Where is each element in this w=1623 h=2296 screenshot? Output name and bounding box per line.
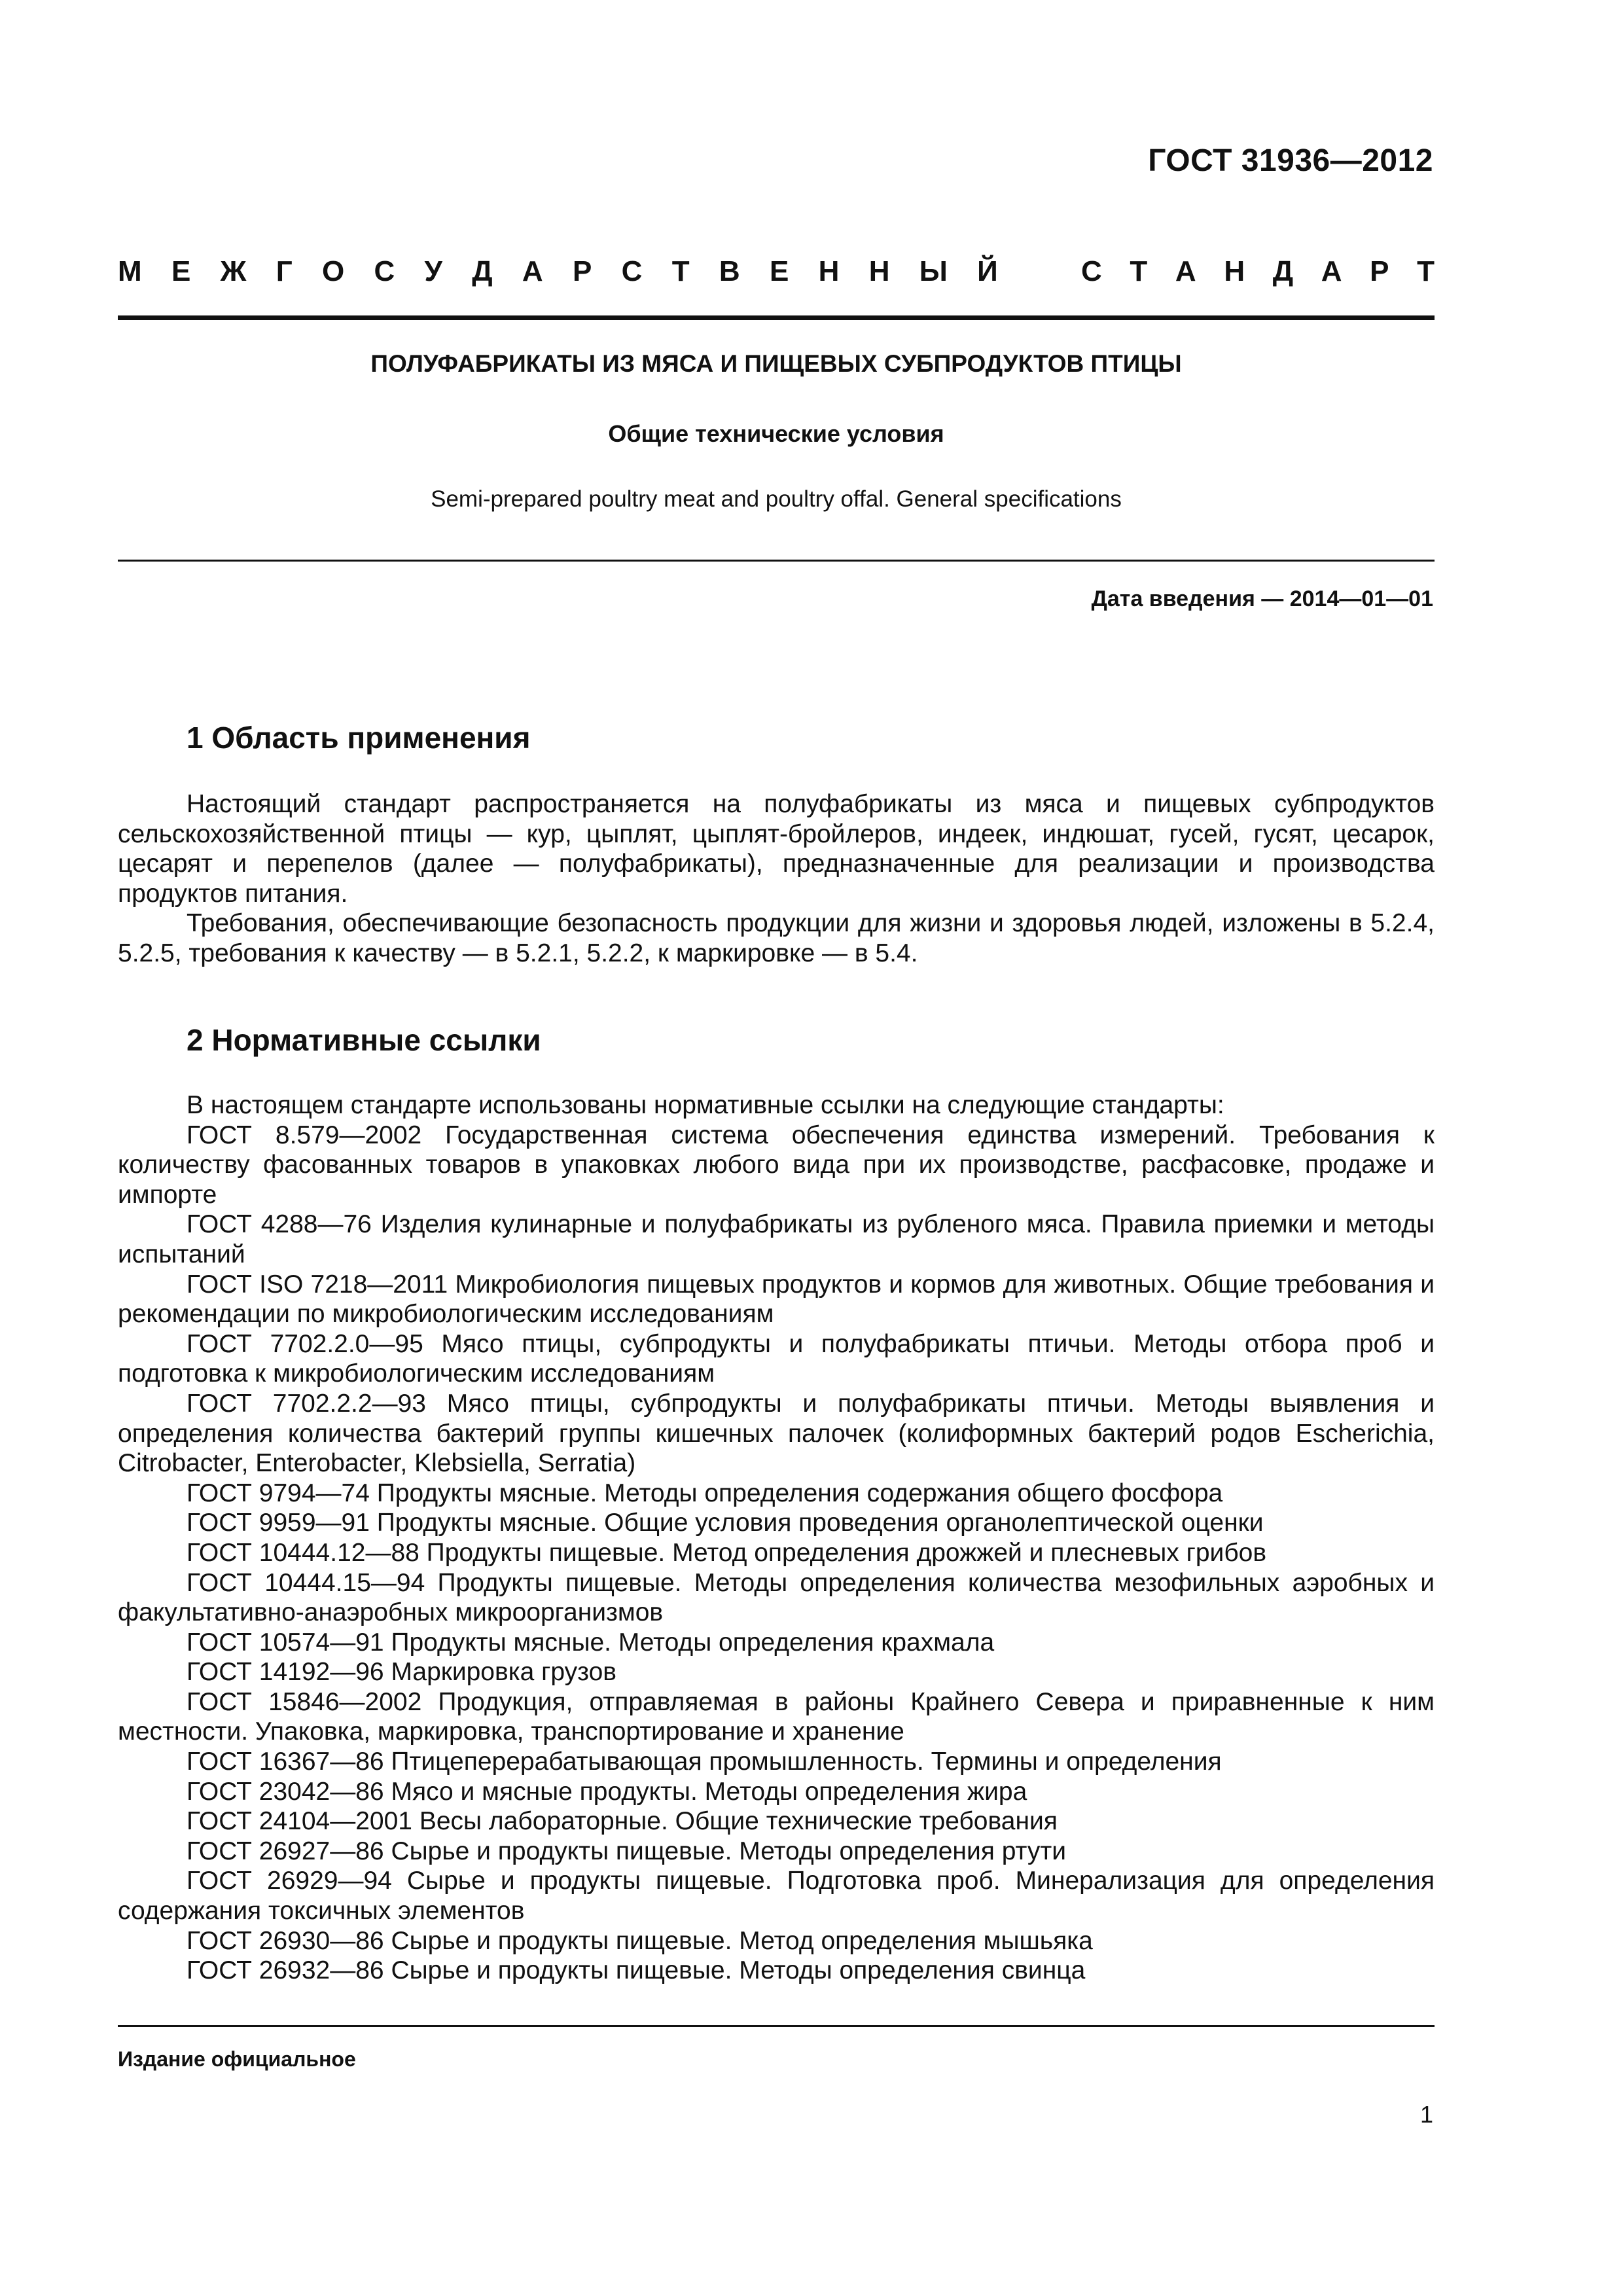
banner-letter: Й [977, 255, 998, 287]
banner-letter: А [1321, 255, 1342, 287]
section-body-normative-references [118, 1090, 1435, 1986]
banner-letter: Е [171, 255, 191, 287]
banner-letter: А [522, 255, 543, 287]
reference-item: ГОСТ 9794—74 Продукты мясные. Методы определения содержания общего фосфора [187, 1479, 1223, 1507]
reference-item: ГОСТ 26930—86 Сырье и продукты пищевые. Метод определения мышьяка [187, 1926, 1093, 1955]
banner-letter: С [1081, 255, 1102, 287]
banner-letter: Р [1370, 255, 1389, 287]
reference-item: ГОСТ 9959—91 Продукты мясные. Общие условия проведения органолептической оценки [187, 1509, 1264, 1537]
banner-letter: Г [276, 255, 293, 287]
section-heading-normative-references: 2 Нормативные ссылки [187, 1023, 541, 1057]
section-heading-scope: 1 Область применения [187, 721, 531, 755]
banner-letter: М [118, 255, 142, 287]
reference-item: ГОСТ 15846—2002 Продукция, отправляемая в районы Крайнего Севера и приравненные к ним местности. Упаковка, маркировка, транспортирование и хранение [118, 1687, 1435, 1746]
banner-letter: Ы [919, 255, 948, 287]
paragraph: Требования, обеспечивающие безопасность продукции для жизни и здоровья людей, изложены в 5.2.4, 5.2.5, требования к качеству — в 5.2.1, 5.2.2, к маркировке — в 5.4. [118, 909, 1435, 967]
paragraph: В настоящем стандарте использованы нормативные ссылки на следующие стандарты: [187, 1091, 1224, 1119]
banner-letter: Т [671, 255, 690, 287]
banner-letter: В [719, 255, 740, 287]
reference-item: ГОСТ 16367—86 Птицеперерабатывающая промышленность. Термины и определения [187, 1748, 1222, 1776]
banner-letter: Н [1224, 255, 1245, 287]
banner-letter: Т [1130, 255, 1148, 287]
document-code: ГОСТ 31936—2012 [1148, 143, 1433, 178]
page-number: 1 [1419, 2101, 1433, 2128]
banner-letter: С [374, 255, 395, 287]
banner-letter: Д [1272, 255, 1294, 287]
reference-item: ГОСТ 7702.2.0—95 Мясо птицы, субпродукты и полуфабрикаты птичьи. Методы отбора проб и подготовка к микробиологическим исследованиям [118, 1329, 1435, 1388]
footer-divider [118, 2025, 1435, 2027]
reference-item: ГОСТ ISO 7218—2011 Микробиология пищевых продуктов и кормов для животных. Общие требования и рекомендации по микробиологическим исследованиям [118, 1270, 1435, 1329]
reference-item: ГОСТ 26927—86 Сырье и продукты пищевые. Методы определения ртути [187, 1837, 1066, 1865]
banner-letter: С [621, 255, 643, 287]
paragraph: Настоящий стандарт распространяется на полуфабрикаты из мяса и пищевых субпродуктов сельскохозяйственной птицы — кур, цыплят, цыплят-бройлеров, индеек, индюшат, гусей, гусят, цесарок, цесарят и перепелов (далее — полуфабрикаты), предназначенные для реализации и производства продуктов питания. [118, 790, 1435, 908]
banner-letter: Н [868, 255, 890, 287]
banner-letter: Р [572, 255, 592, 287]
banner-letter: Н [818, 255, 840, 287]
document-subtitle: Общие технические условия [608, 420, 944, 447]
reference-item: ГОСТ 14192—96 Маркировка грузов [187, 1658, 616, 1687]
section-body-scope [118, 789, 1435, 969]
banner-letter: О [321, 255, 345, 287]
reference-item: ГОСТ 10574—91 Продукты мясные. Методы определения крахмала [187, 1628, 995, 1657]
reference-item: ГОСТ 4288—76 Изделия кулинарные и полуфабрикаты из рубленого мяса. Правила приемки и методы испытаний [118, 1210, 1435, 1268]
banner-word-interstate [118, 255, 998, 288]
title-divider [118, 560, 1435, 562]
reference-item: ГОСТ 26929—94 Сырье и продукты пищевые. Подготовка проб. Минерализация для определения содержания токсичных элементов [118, 1867, 1435, 1926]
banner-letter: Ж [220, 255, 247, 287]
reference-item: ГОСТ 7702.2.2—93 Мясо птицы, субпродукты и полуфабрикаты птичьи. Методы выявления и определения количества бактерий группы кишечных палочек (колиформных бактерий родов Escherichia, Citrobacter, Enterobacter, Klebsiella, Serratia) [118, 1389, 1435, 1478]
reference-item: ГОСТ 8.579—2002 Государственная система обеспечения единства измерений. Требования к количеству фасованных товаров в упаковках любого вида при их производстве, расфасовке, продаже и импорте [118, 1121, 1435, 1209]
introduction-date: Дата введения — 2014—01—01 [1091, 586, 1433, 611]
banner-letter: Д [472, 255, 493, 287]
banner-letter: Е [769, 255, 789, 287]
banner-letter: А [1175, 255, 1196, 287]
reference-item: ГОСТ 10444.15—94 Продукты пищевые. Методы определения количества мезофильных аэробных и факультативно-анаэробных микроорганизмов [118, 1568, 1435, 1627]
reference-item: ГОСТ 23042—86 Мясо и мясные продукты. Методы определения жира [187, 1777, 1027, 1806]
banner-letter: Т [1417, 255, 1435, 287]
banner-letter: У [424, 255, 442, 287]
document-title: ПОЛУФАБРИКАТЫ ИЗ МЯСА И ПИЩЕВЫХ СУБПРОДУКТОВ ПТИЦЫ [370, 350, 1182, 377]
reference-item: ГОСТ 10444.12—88 Продукты пищевые. Метод определения дрожжей и плесневых грибов [187, 1538, 1267, 1567]
official-edition-note: Издание официальное [118, 2047, 356, 2071]
interstate-standard-banner [118, 252, 1435, 291]
header-divider [118, 315, 1435, 320]
reference-item: ГОСТ 26932—86 Сырье и продукты пищевые. Методы определения свинца [187, 1956, 1086, 1985]
reference-item: ГОСТ 24104—2001 Весы лабораторные. Общие технические требования [187, 1807, 1058, 1836]
banner-word-standard [1081, 255, 1435, 288]
document-english-title: Semi-prepared poultry meat and poultry offal. General specifications [431, 486, 1122, 512]
